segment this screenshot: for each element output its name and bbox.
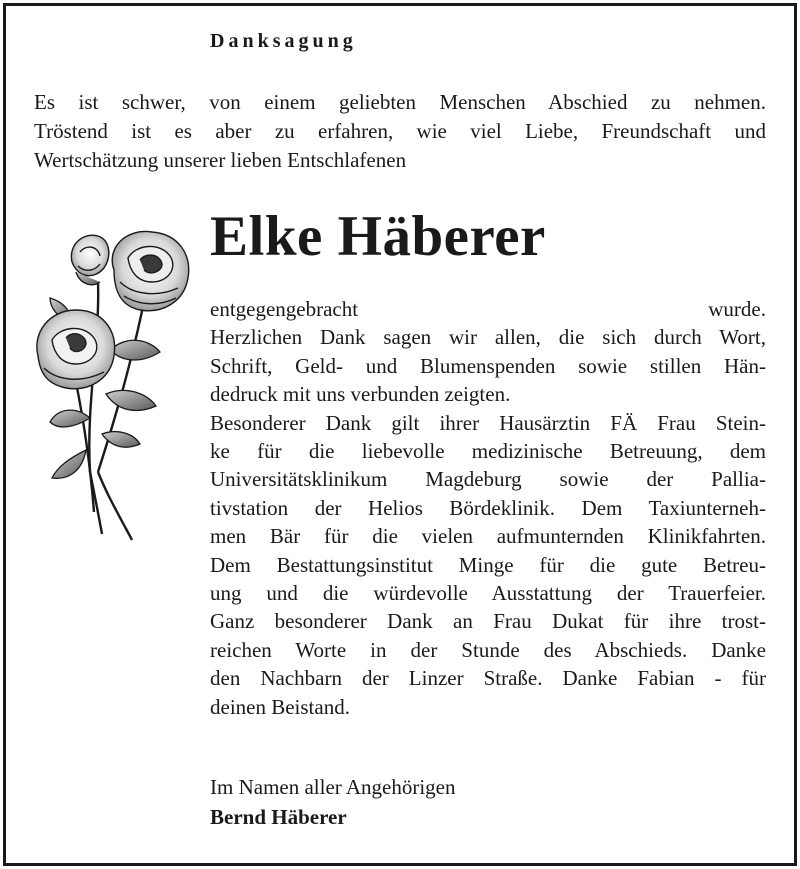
- body-line: men Bär für die vielen aufmunternden Klinikfahrten.: [210, 524, 766, 549]
- intro-paragraph: [34, 88, 766, 175]
- body-line: reichen Worte in der Stunde des Abschieds. Danke: [210, 637, 766, 662]
- body-line: tivstation der Helios Bördeklinik. Dem Taxiunterneh-: [210, 495, 766, 520]
- body-line: Universitätsklinikum Magdeburg sowie der Pallia-: [210, 467, 766, 492]
- body-line: den Nachbarn der Linzer Straße. Danke Fabian - für: [210, 666, 766, 691]
- body-line: deinen Beistand.: [210, 694, 350, 719]
- closing-line: Im Namen aller Angehörigen: [210, 775, 456, 799]
- signer-name: Bernd Häberer: [210, 805, 347, 829]
- body-line: ung und die würdevolle Ausstattung der Trauerfeier.: [210, 581, 766, 606]
- intro-line: Tröstend ist es aber zu erfahren, wie viel Liebe, Freundschaft und: [34, 119, 766, 143]
- roses-illustration: [28, 222, 198, 542]
- body-line: Besonderer Dank gilt ihrer Hausärztin FÄ Frau Stein-: [210, 410, 766, 435]
- body-line: Herzlichen Dank sagen wir allen, die sich durch Wort,: [210, 325, 766, 350]
- body-line: entgegengebracht wurde.: [210, 297, 766, 321]
- body-line: Dem Bestattungsinstitut Minge für die gute Betreu-: [210, 552, 766, 577]
- intro-line: Wertschätzung unserer lieben Entschlafenen: [34, 148, 407, 172]
- body-line: Ganz besonderer Dank an Frau Dukat für ihre trost-: [210, 609, 766, 634]
- closing-block: [210, 772, 456, 832]
- rose-large: [112, 231, 188, 310]
- body-paragraph: [210, 295, 766, 721]
- rose-medium: [37, 310, 115, 389]
- intro-line: Es ist schwer, von einem geliebten Menschen Abschied zu nehmen.: [34, 90, 766, 114]
- body-line: Schrift, Geld- und Blumenspenden sowie stillen Hän-: [210, 353, 766, 378]
- rose-bud: [71, 235, 108, 285]
- body-line: ke für die liebevolle medizinische Betreuung, dem: [210, 439, 766, 464]
- notice-heading: Danksagung: [210, 30, 357, 52]
- body-line: dedruck mit uns verbunden zeigten.: [210, 382, 511, 407]
- deceased-name: Elke Häberer: [210, 205, 546, 268]
